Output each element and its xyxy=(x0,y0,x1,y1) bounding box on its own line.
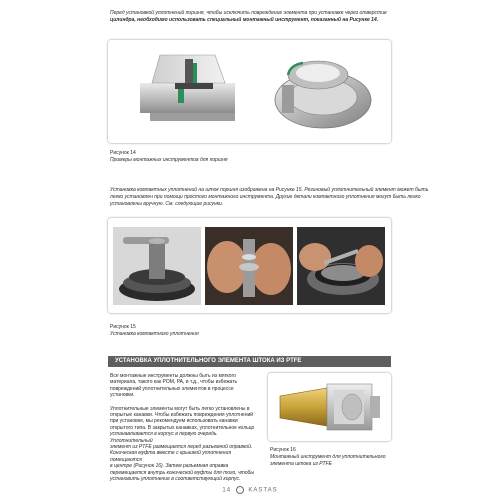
figure-14-number: Рисунок 14 xyxy=(110,150,136,156)
page-footer xyxy=(0,486,500,494)
figure-14-left-image xyxy=(130,45,250,140)
para2-line-3: установлены вручную. См. следующие рисунки. xyxy=(110,201,224,207)
section-heading-band xyxy=(108,356,391,367)
section-p2-line: в центре (Рисунок 16). Затем разъемная оправка xyxy=(110,463,229,470)
page-number: 14 xyxy=(222,487,232,494)
section-text-column xyxy=(110,373,260,483)
section-p2-line: элемент из PTFE размещается перед разъемной оправкой. xyxy=(110,444,253,451)
intro-line-2: цилиндра, необходимо использовать специальный монтажный инструмент, показанный на Рисунке 14. xyxy=(110,17,379,23)
figure-15-number: Рисунок 15 xyxy=(110,324,136,330)
figure-15-photo-3 xyxy=(297,227,385,305)
section-p2-line: при установке, мы рекомендуем использовать канавки xyxy=(110,418,238,425)
section-p1-line: Все монтажные инструменты должны быть из мягкого xyxy=(110,373,236,379)
section-p1-line: материала, такого как POM, PA, и т.д., чтобы избежать xyxy=(110,379,238,386)
section-p2-line: открытого типа. В закрытых канавках, уплотнительное кольцо xyxy=(110,424,255,431)
para2-line-2: легко установлен при помощи простого монтажного инструмента. Другие детали компактного уплотнения могут быть легко xyxy=(110,194,421,200)
figure-16-caption-line-1: Монтажный инструмент для уплотнительного xyxy=(270,454,386,460)
figure-15-caption: Установка компактного уплотнения xyxy=(110,331,199,337)
section-p1-line: установки. xyxy=(110,392,135,399)
section-heading: УСТАНОВКА УПЛОТНИТЕЛЬНОГО ЭЛЕМЕНТА ШТОКА ИЗ PTFE xyxy=(115,358,302,364)
figure-15-panel xyxy=(108,218,391,313)
logo-icon xyxy=(236,486,244,494)
section-p1-line: повреждений уплотнительных элементов в процессе xyxy=(110,385,234,392)
figure-16-panel xyxy=(268,373,391,441)
section-p2-line: установить уплотнение в соответствующий корпус. xyxy=(110,476,241,483)
section-p2-line: перемещается внутрь конической муфты для того, чтобы xyxy=(110,469,255,476)
figure-16-caption-line-2: элемента штока из PTFE xyxy=(270,461,332,467)
figure-15-photo-2 xyxy=(205,227,293,305)
brand-name: KASTAS xyxy=(248,487,278,494)
figure-14-panel xyxy=(108,40,391,143)
section-p2-line: Коническая муфта вместе с крышкой уплотнения помещаются xyxy=(110,450,232,463)
figure-14-right-image xyxy=(268,45,378,140)
figure-16-number: Рисунок 16 xyxy=(270,447,296,453)
section-p2-line: устанавливается в корпус в первую очередь. Уплотнительный xyxy=(110,431,218,444)
figure-16-image xyxy=(272,376,387,438)
section-p2-line: Уплотнительные элементы могут быть легко установлены в xyxy=(110,405,250,412)
figure-14-caption: Примеры монтажных инструментов для поршня xyxy=(110,157,228,163)
figure-15-photo-1 xyxy=(113,227,201,305)
para2-line-1: Установка компактных уплотнений на шток поршня изображена на Рисунке 15. Резиновый уплотнительный элемент может быть xyxy=(110,187,429,193)
intro-line-1: Перед установкой уплотнений поршня, чтобы исключить повреждение элемента при установке через отверстие xyxy=(110,10,387,16)
section-p2-line: открытые канавки. Чтобы избежать повреждения уплотнений xyxy=(110,412,254,419)
